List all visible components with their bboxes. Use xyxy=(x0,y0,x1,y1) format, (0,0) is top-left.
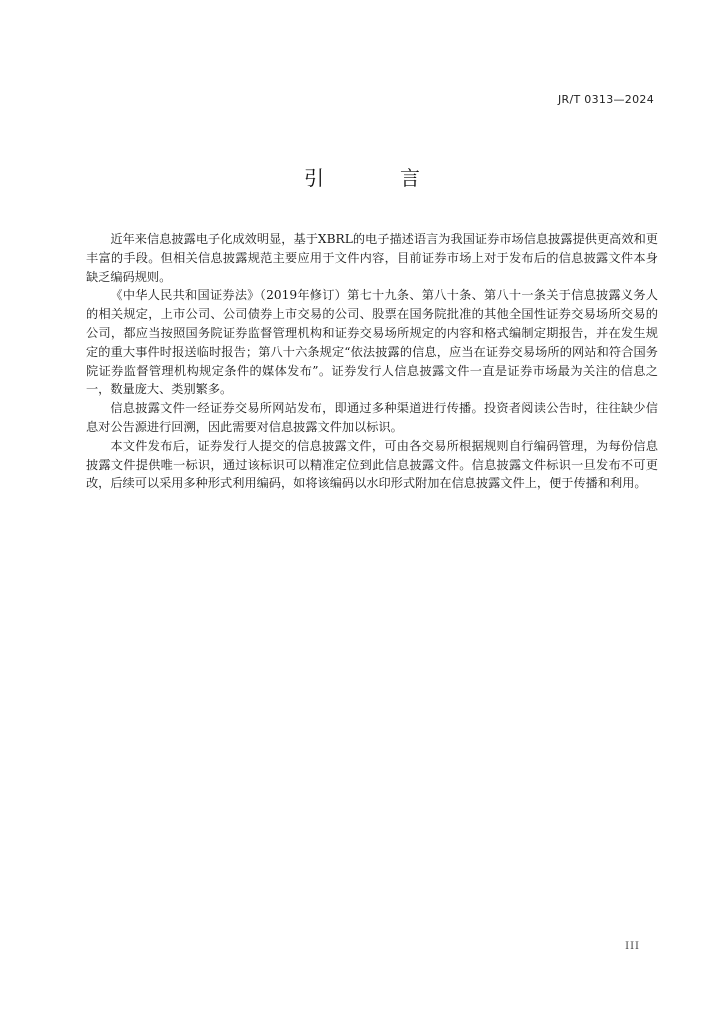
standard-code: JR/T 0313—2024 xyxy=(558,93,654,106)
paragraph: 本文件发布后，证券发行人提交的信息披露文件，可由各交易所根据规则自行编码管理，为每份信息披露文件提供唯一标识，通过该标识可以精准定位到此信息披露文件。信息披露文件标识一旦发布不可更改，后续可以采用多种形式利用编码，如将该编码以水印形式附加在信息披露文件上，便于传播和利用。 xyxy=(86,438,658,491)
paragraph: 《中华人民共和国证券法》（2019年修订）第七十九条、第八十条、第八十一条关于信息披露义务人的相关规定，上市公司、公司债券上市交易的公司、股票在国务院批准的其他全国性证券交易场所交易的公司，都应当按照国务院证券监督管理机构和证券交易场所规定的内容和格式编制定期报告，并在发生规定的重大事件时报送临时报告；第八十六条规定“依法披露的信息，应当在证券交易场所的网站和符合国务院证券监督管理机构规定条件的媒体发布”。证券发行人信息披露文件一直是证券市场最为关注的信息之一，数量庞大、类别繁多。 xyxy=(86,288,658,397)
section-title: 引 言 xyxy=(304,166,448,190)
paragraph: 近年来信息披露电子化成效明显，基于XBRL的电子描述语言为我国证券市场信息披露提供更高效和更丰富的手段。但相关信息披露规范主要应用于文件内容，目前证券市场上对于发布后的信息披露文件本身缺乏编码规则。 xyxy=(86,232,658,284)
paragraph: 信息披露文件一经证券交易所网站发布，即通过多种渠道进行传播。投资者阅读公告时，往往缺少信息对公告源进行回溯，因此需要对信息披露文件加以标识。 xyxy=(86,401,658,434)
body-text xyxy=(86,230,658,493)
page-number: III xyxy=(625,941,640,952)
